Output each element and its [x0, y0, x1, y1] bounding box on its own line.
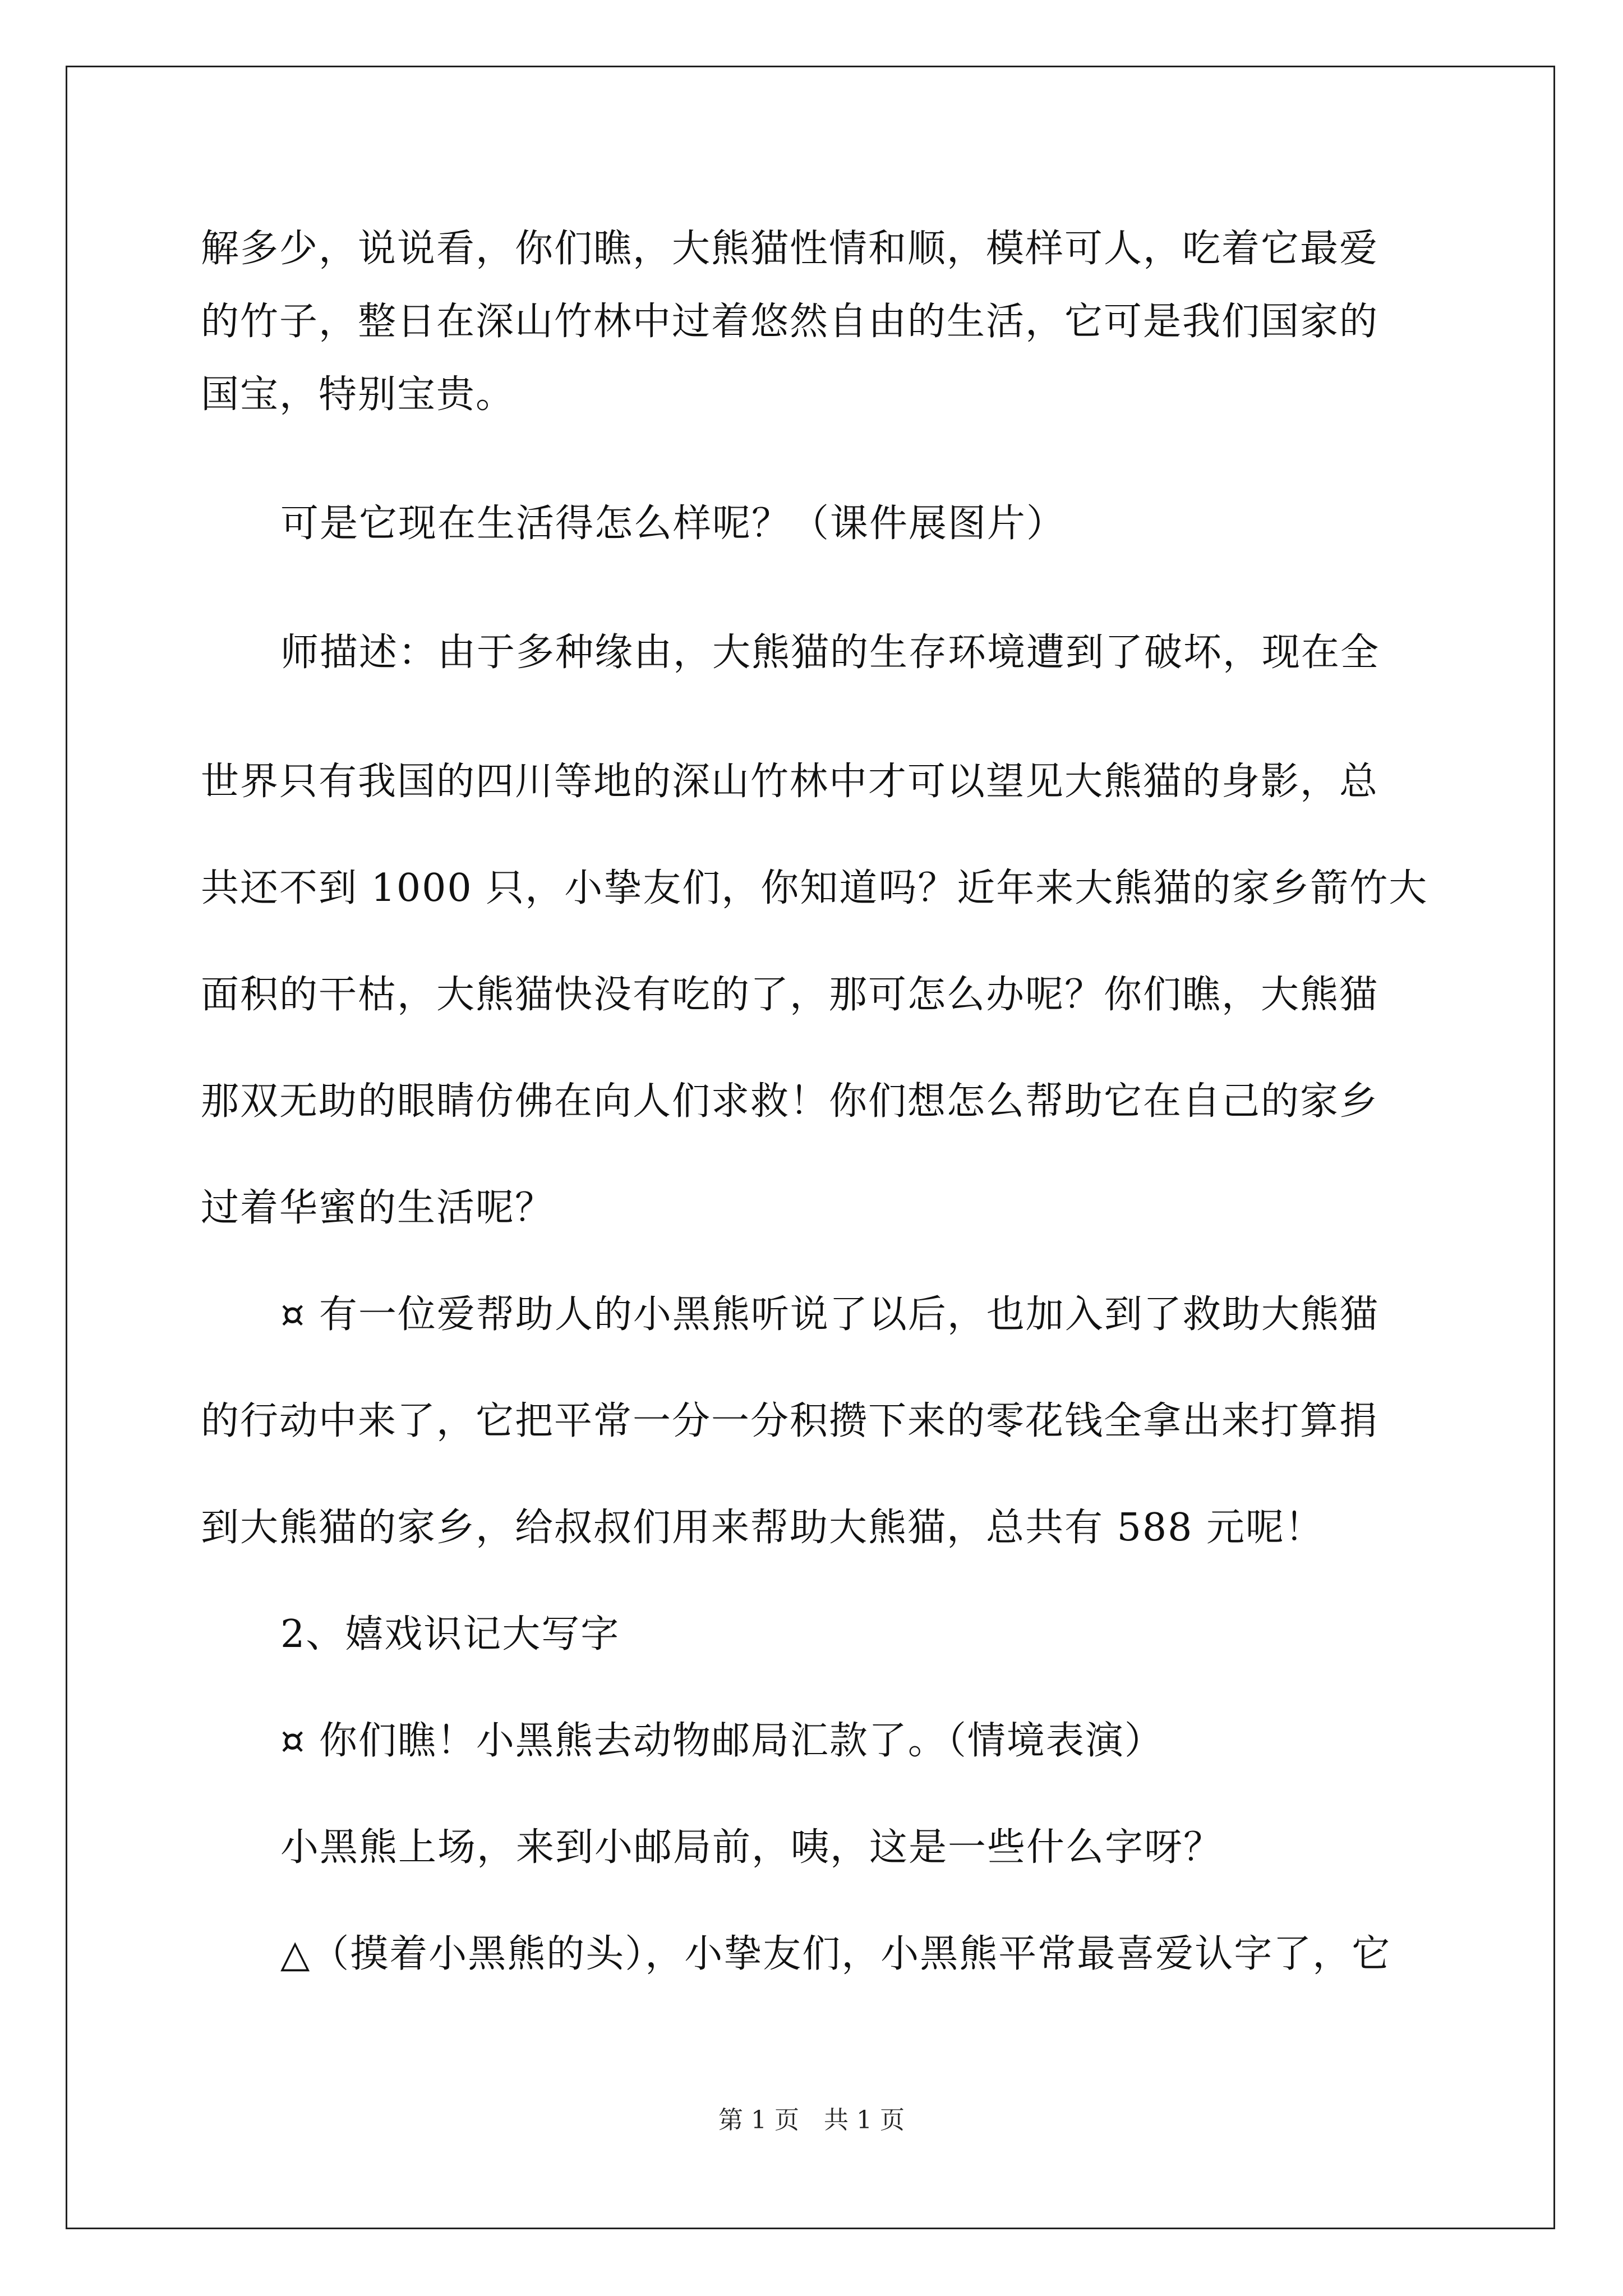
text-line: △（摸着小黑熊的头），小挚友们，小黑熊平常最喜爱认字了，它	[280, 1932, 1391, 1976]
text-line: 共还不到 1000 只，小挚友们，你知道吗？近年来大熊猫的家乡箭竹大	[201, 866, 1428, 910]
text-line: ¤ 你们瞧！小黑熊去动物邮局汇款了。（情境表演）	[280, 1719, 1164, 1763]
text-line: 过着华蜜的生活呢？	[201, 1186, 555, 1230]
text-line: 的行动中来了，它把平常一分一分积攒下来的零花钱全拿出来打算捐	[201, 1399, 1379, 1443]
page-number-footer: 第 1 页 共 1 页	[718, 2106, 905, 2134]
text-line: 小黑熊上场，来到小邮局前，咦，这是一些什么字呀？	[280, 1825, 1223, 1870]
text-line: 那双无助的眼睛仿佛在向人们求救！你们想怎么帮助它在自己的家乡	[201, 1079, 1379, 1124]
text-line: 的竹子，整日在深山竹林中过着悠然自由的生活，它可是我们国家的	[201, 300, 1379, 344]
text-line: 可是它现在生活得怎么样呢？（课件展图片）	[280, 501, 1066, 546]
text-line: 到大熊猫的家乡，给叔叔们用来帮助大熊猫，总共有 588 元呢！	[201, 1506, 1325, 1550]
text-line: 2、嬉戏识记大写字	[280, 1612, 620, 1657]
text-line: 解多少，说说看，你们瞧，大熊猫性情和顺，模样可人，吃着它最爱	[201, 227, 1379, 271]
text-line: 面积的干枯，大熊猫快没有吃的了，那可怎么办呢？你们瞧，大熊猫	[201, 973, 1379, 1017]
text-line: ¤ 有一位爱帮助人的小黑熊听说了以后，也加入到了救助大熊猫	[280, 1292, 1379, 1337]
text-line: 世界只有我国的四川等地的深山竹林中才可以望见大熊猫的身影，总	[201, 760, 1379, 804]
text-line: 师描述：由于多种缘由，大熊猫的生存环境遭到了破坏，现在全	[280, 631, 1380, 675]
text-line: 国宝，特别宝贵。	[201, 372, 515, 417]
